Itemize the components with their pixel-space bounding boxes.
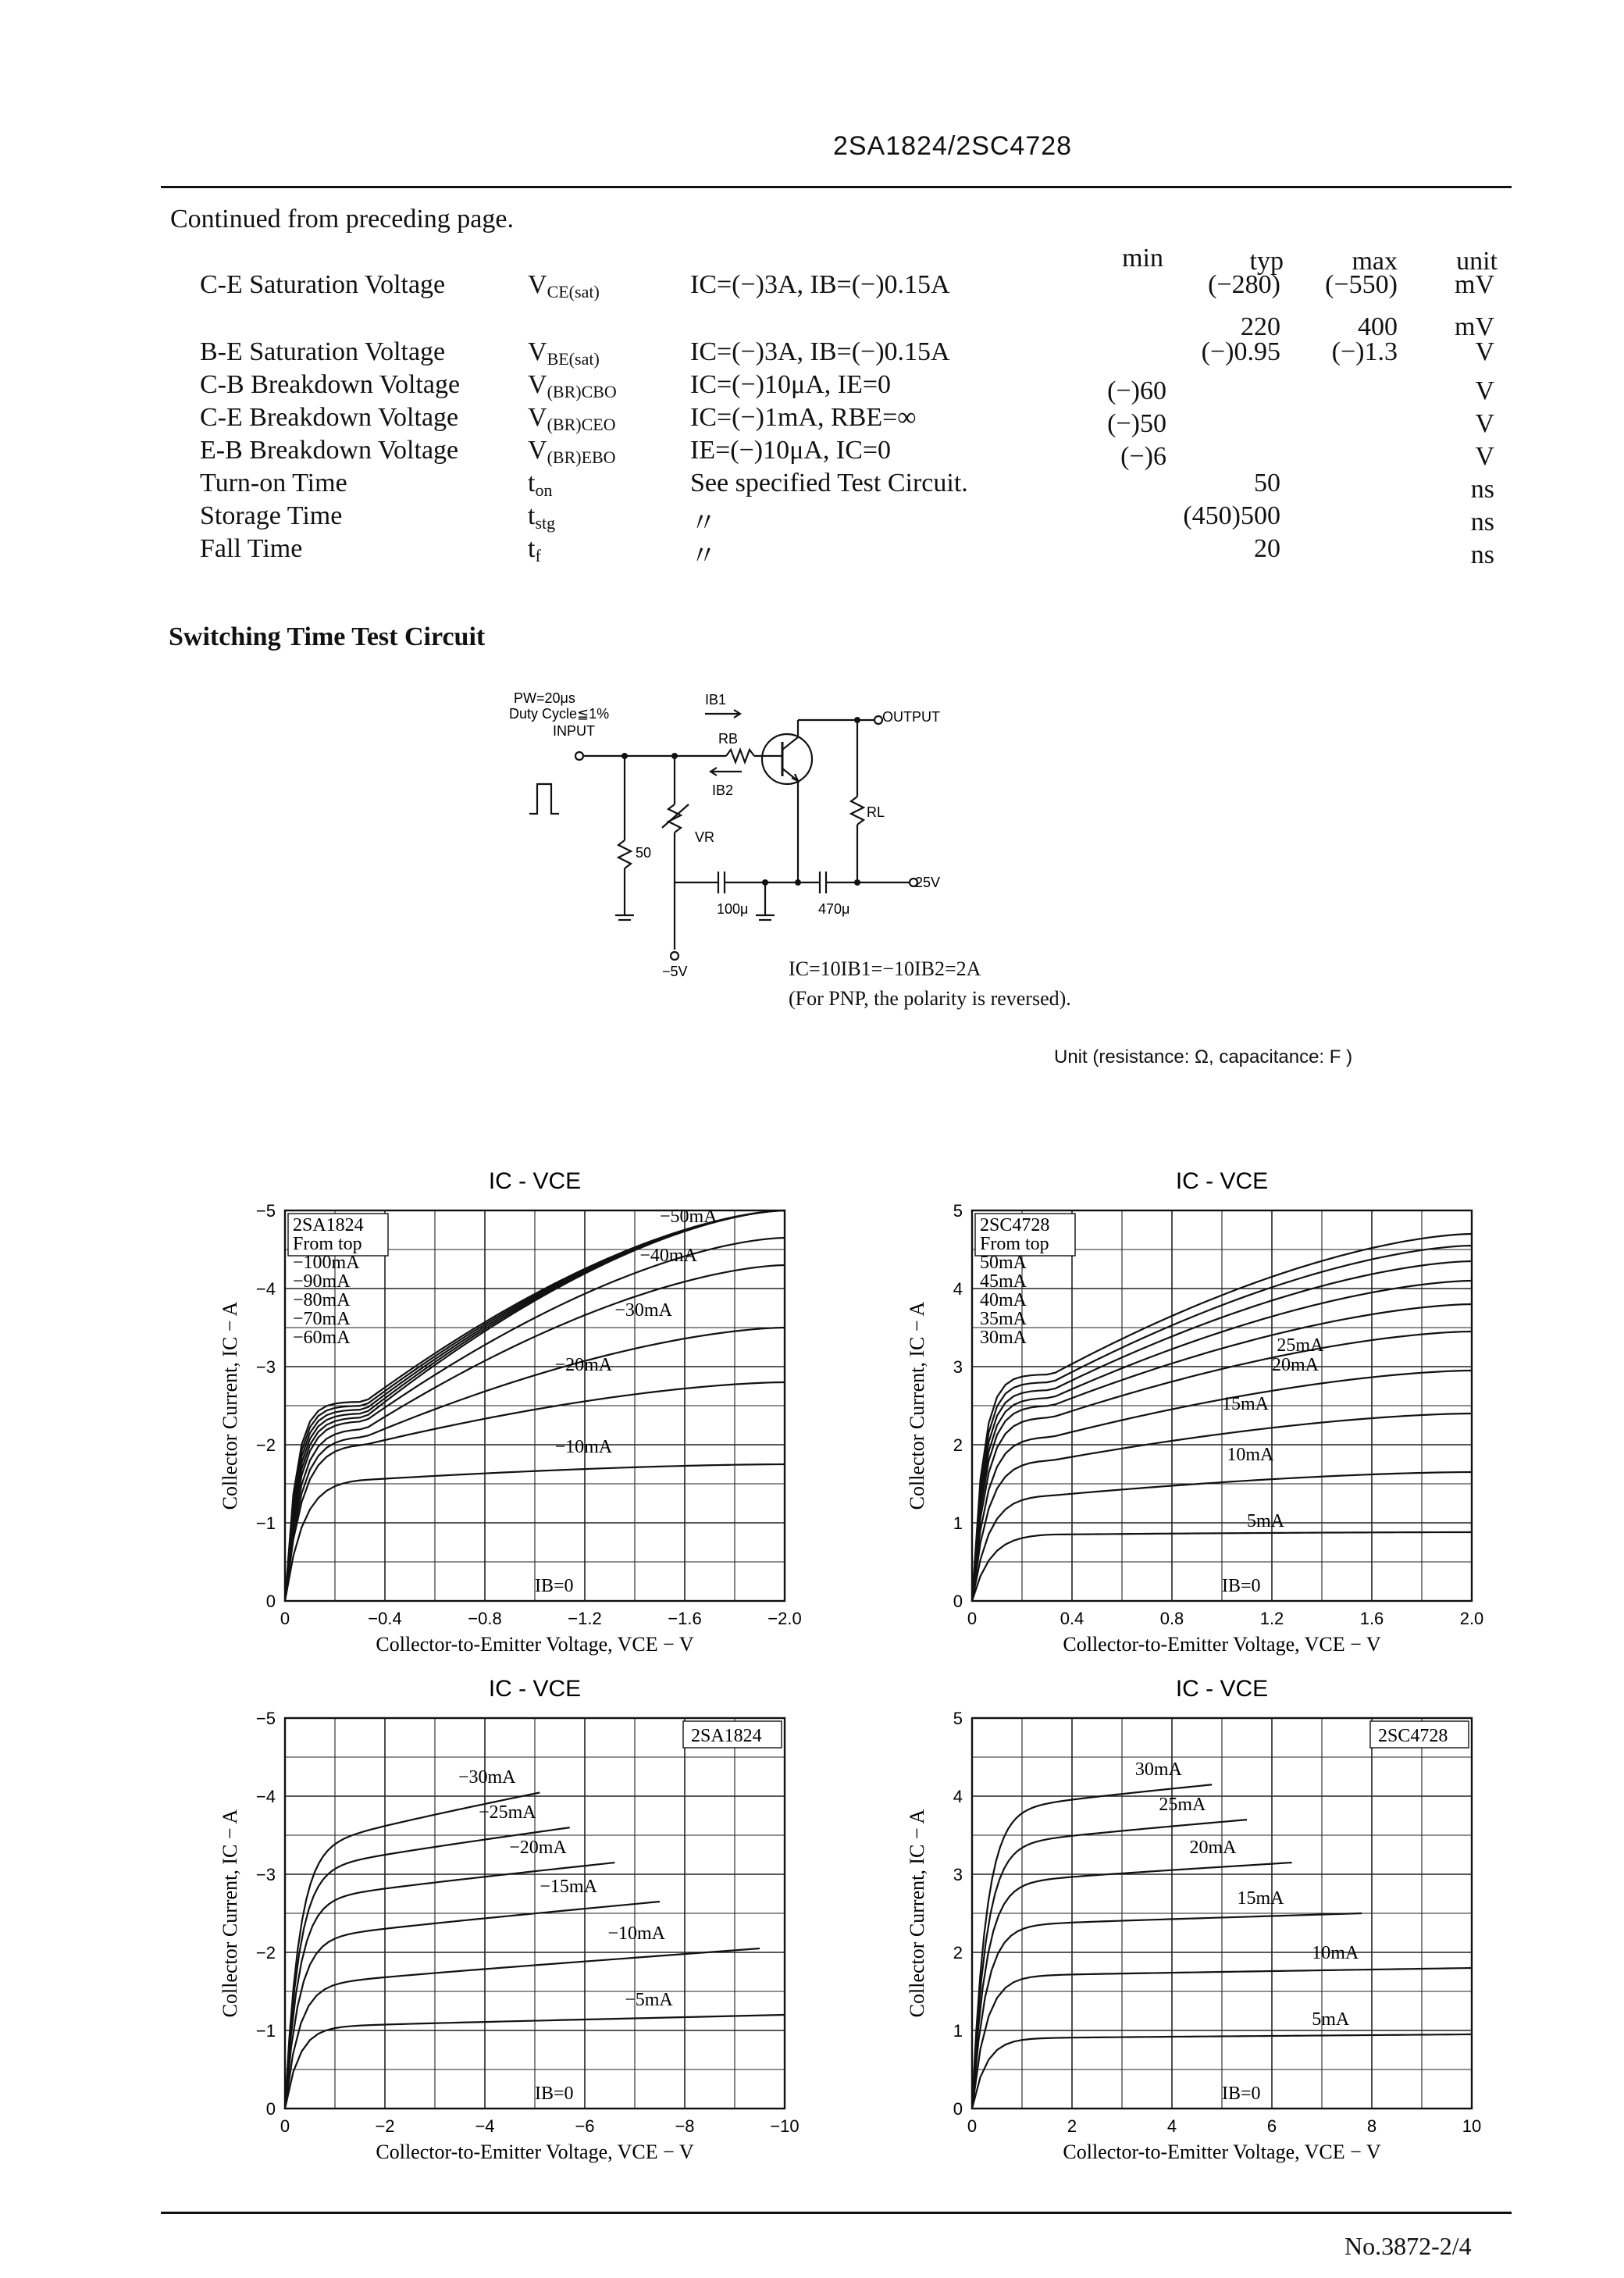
x-tick-label: −1.6	[668, 1609, 702, 1628]
spec-typ: (−)0.95	[1201, 337, 1280, 366]
c1-label: 100μ	[717, 901, 749, 917]
x-tick-label: 6	[1266, 2116, 1277, 2136]
x-tick-label: 0	[967, 1609, 978, 1628]
y-tick-label: 0	[953, 1592, 963, 1611]
spec-unit: V	[1475, 442, 1494, 471]
x-tick-label: 1.6	[1359, 1609, 1384, 1628]
curve-label: 15mA	[1222, 1394, 1269, 1414]
curve-label: 20mA	[1272, 1355, 1319, 1375]
col-typ: typ	[1249, 247, 1284, 276]
device-label: 2SA1824	[691, 1726, 762, 1746]
spec-symbol-sub: (BR)CBO	[547, 382, 617, 401]
curve-15mA	[972, 1913, 1362, 2109]
page-number: No.3872-2/4	[1344, 2232, 1472, 2260]
curve-25mA	[972, 1820, 1247, 2109]
spec-symbol: $V_{(BR)EBO}$	[528, 436, 616, 467]
spec-min: (−)60	[1107, 376, 1166, 405]
curve-label: 10mA	[1227, 1445, 1274, 1465]
curve-label: −25mA	[479, 1802, 536, 1823]
legend-line: 40mA	[980, 1290, 1027, 1310]
y-tick-label: 4	[953, 1279, 963, 1299]
spec-symbol: $V_{(BR)CEO}$	[528, 403, 616, 434]
legend-line: 2SA1824	[293, 1215, 364, 1235]
y-tick-label: 2	[953, 1435, 963, 1455]
y-tick-label: −4	[255, 1787, 276, 1806]
spec-symbol-sub: stg	[535, 513, 556, 533]
legend-line: −80mA	[293, 1290, 351, 1310]
y-tick-label: −4	[255, 1279, 276, 1299]
spec-max: (−)1.3	[1331, 337, 1398, 366]
spec-condition: See specified Test Circuit.	[690, 469, 968, 497]
spec-symbol-sub: f	[535, 546, 541, 565]
legend-line: −70mA	[293, 1309, 351, 1329]
y-tick-label: −2	[255, 1435, 276, 1455]
legend-line: 2SC4728	[980, 1215, 1050, 1235]
x-tick-label: 10	[1462, 2116, 1482, 2136]
spec-symbol-sub: on	[535, 480, 553, 500]
rl-label: RL	[867, 804, 885, 820]
spec-unit: ns	[1470, 475, 1494, 504]
legend-line: 30mA	[980, 1328, 1027, 1348]
x-axis-label: Collector-to-Emitter Voltage, VCE − V	[1063, 1633, 1381, 1656]
device-label: 2SC4728	[1378, 1726, 1448, 1746]
spec-name: Fall Time	[200, 534, 303, 563]
spec-typ: 220	[1241, 312, 1280, 341]
vr-label: VR	[695, 829, 715, 845]
y-tick-label: 1	[953, 2021, 963, 2041]
legend-line: −60mA	[293, 1328, 351, 1348]
spec-name: Turn-on Time	[200, 469, 347, 497]
col-min: min	[1122, 244, 1163, 273]
spec-name: Storage Time	[200, 501, 343, 530]
y-tick-label: 4	[953, 1787, 963, 1806]
spec-condition: 〃	[690, 542, 717, 571]
circuit-heading: Switching Time Test Circuit	[169, 622, 486, 651]
x-tick-label: 1.2	[1259, 1609, 1284, 1628]
curve-label: 5mA	[1247, 1511, 1284, 1531]
curve-label: 10mA	[1312, 1943, 1359, 1963]
spec-symbol: $t_{on}$	[528, 469, 553, 500]
curve-label: 5mA	[1312, 2009, 1350, 2030]
curve-label: 25mA	[1277, 1335, 1324, 1356]
x-tick-label: −10	[770, 2116, 800, 2136]
y-tick-label: 2	[953, 1943, 963, 1963]
spec-typ: (−280)	[1208, 270, 1280, 299]
curve-label: −30mA	[614, 1300, 672, 1321]
y-axis-label: Collector Current, IC − A	[219, 1301, 241, 1510]
unit-note: Unit (resistance: Ω, capacitance: F )	[1054, 1046, 1353, 1068]
spec-symbol: $t_f$	[528, 534, 541, 565]
spec-condition: IE=(−)10μA, IC=0	[690, 436, 892, 465]
ib2-label: IB2	[712, 783, 734, 798]
ib1-label: IB1	[705, 692, 727, 708]
spec-typ: (450)500	[1183, 501, 1280, 530]
x-tick-label: 0	[280, 2116, 290, 2136]
x-tick-label: −2	[375, 2116, 395, 2136]
chart-2sa1824-low	[180, 1156, 835, 1671]
y-axis-label: Collector Current, IC − A	[219, 1809, 241, 2018]
spec-symbol: $V_{CE(sat)}$	[528, 270, 600, 301]
ib-zero-label: IB=0	[535, 1576, 574, 1596]
chart-title: IC - VCE	[488, 1168, 582, 1194]
curve-label: −50mA	[660, 1207, 718, 1227]
x-axis-label: Collector-to-Emitter Voltage, VCE − V	[376, 1633, 694, 1656]
spec-unit: V	[1475, 409, 1494, 438]
rb-label: RB	[718, 731, 739, 747]
x-tick-label: 0.8	[1159, 1609, 1184, 1628]
spec-name: E-B Breakdown Voltage	[200, 436, 459, 465]
legend-line: 35mA	[980, 1309, 1027, 1329]
vee-label: −5V	[662, 964, 688, 979]
x-tick-label: −0.8	[468, 1609, 502, 1628]
spec-condition: IC=(−)3A, IB=(−)0.15A	[690, 337, 950, 366]
curve-−10mA	[285, 1948, 760, 2109]
curve-label: 30mA	[1134, 1759, 1182, 1780]
c2-label: 470μ	[818, 901, 850, 917]
spec-name: C-E Breakdown Voltage	[200, 403, 459, 432]
footer-rule	[161, 2212, 1512, 2214]
y-tick-label: 5	[953, 1709, 963, 1728]
col-unit: unit	[1456, 247, 1498, 276]
spec-symbol: $V_{BE(sat)}$	[528, 337, 600, 369]
y-tick-label: 3	[953, 1865, 963, 1884]
circuit-note-pnp: (For PNP, the polarity is reversed).	[789, 987, 1071, 1010]
x-tick-label: 0	[280, 1609, 290, 1628]
curve-label: −15mA	[540, 1877, 597, 1897]
x-tick-label: −6	[575, 2116, 595, 2136]
x-tick-label: 4	[1166, 2116, 1177, 2136]
spec-name: C-E Saturation Voltage	[200, 270, 446, 299]
ib-zero-label: IB=0	[1222, 2084, 1261, 2104]
legend-line: From top	[980, 1234, 1049, 1254]
y-tick-label: 5	[953, 1201, 963, 1221]
curve-label: −5mA	[625, 1990, 673, 2010]
spec-max: 400	[1358, 312, 1398, 341]
x-tick-label: 2	[1067, 2116, 1077, 2136]
curve-label: −40mA	[639, 1246, 697, 1266]
curve-−30mA	[285, 1792, 540, 2109]
x-tick-label: −0.4	[368, 1609, 402, 1628]
circuit-note-ic: IC=10IB1=−10IB2=2A	[789, 957, 981, 980]
spec-symbol: $V_{(BR)CBO}$	[528, 370, 617, 401]
duty-label: Duty Cycle≦1%	[509, 706, 610, 722]
spec-condition: 〃	[690, 509, 717, 538]
chart-2sc4728-low	[867, 1156, 1522, 1671]
input-label: INPUT	[553, 723, 595, 739]
chart-title: IC - VCE	[1175, 1676, 1269, 1702]
curve-label: −10mA	[607, 1923, 665, 1944]
chart-title: IC - VCE	[488, 1676, 582, 1702]
y-tick-label: 1	[953, 1513, 963, 1533]
curve-label: −20mA	[554, 1355, 613, 1375]
y-tick-label: 0	[953, 2099, 963, 2119]
pw-label: PW=20μs	[514, 690, 575, 706]
curve-label: 20mA	[1189, 1838, 1237, 1858]
y-axis-label: Collector Current, IC − A	[906, 1301, 928, 1510]
spec-unit: mV	[1455, 312, 1494, 341]
legend-line: −90mA	[293, 1271, 351, 1292]
curve-−25mA	[285, 1827, 570, 2109]
r50-label: 50	[636, 845, 652, 861]
spec-condition: IC=(−)1mA, RBE=∞	[690, 403, 917, 432]
output-label: OUTPUT	[882, 709, 940, 725]
spec-symbol-sub: BE(sat)	[547, 349, 600, 369]
chart-2sc4728-high	[867, 1663, 1522, 2179]
spec-symbol-sub: CE(sat)	[547, 282, 600, 301]
ib-zero-label: IB=0	[535, 2084, 574, 2104]
y-tick-label: −3	[255, 1865, 276, 1884]
vcc-label: 25V	[915, 875, 941, 890]
y-tick-label: 3	[953, 1357, 963, 1377]
curve-−15mA	[285, 1902, 660, 2109]
x-tick-label: −1.2	[568, 1609, 602, 1628]
continued-note: Continued from preceding page.	[170, 205, 514, 234]
chart-title: IC - VCE	[1175, 1168, 1269, 1194]
y-tick-label: −5	[255, 1201, 276, 1221]
y-tick-label: −2	[255, 1943, 276, 1963]
legend-line: 45mA	[980, 1271, 1027, 1292]
spec-condition: IC=(−)3A, IB=(−)0.15A	[690, 270, 950, 299]
y-tick-label: −3	[255, 1357, 276, 1377]
spec-typ: 50	[1254, 469, 1280, 497]
x-tick-label: 0	[967, 2116, 978, 2136]
curve-label: −10mA	[554, 1437, 613, 1457]
curve-label: −30mA	[458, 1767, 516, 1788]
curve-label: 15mA	[1237, 1888, 1284, 1909]
spec-unit: ns	[1470, 540, 1494, 569]
y-tick-label: 0	[265, 2099, 276, 2119]
curve-label: 25mA	[1159, 1795, 1206, 1815]
legend-line: −100mA	[293, 1253, 360, 1273]
y-tick-label: 0	[265, 1592, 276, 1611]
legend-line: From top	[293, 1234, 362, 1254]
spec-condition: IC=(−)10μA, IE=0	[690, 370, 892, 399]
x-tick-label: 0.4	[1060, 1609, 1084, 1628]
x-tick-label: −8	[675, 2116, 695, 2136]
x-tick-label: −2.0	[767, 1609, 802, 1628]
spec-unit: ns	[1470, 508, 1494, 537]
legend-line: 50mA	[980, 1253, 1027, 1273]
spec-unit: V	[1475, 337, 1494, 366]
y-tick-label: −1	[255, 2021, 276, 2041]
curve-label: −20mA	[509, 1838, 567, 1858]
y-axis-label: Collector Current, IC − A	[906, 1809, 928, 2018]
document-header: 2SA1824/2SC4728	[832, 131, 1073, 161]
x-tick-label: 2.0	[1459, 1609, 1484, 1628]
col-max: max	[1352, 247, 1398, 276]
header-rule	[161, 186, 1512, 188]
ib-zero-label: IB=0	[1222, 1576, 1261, 1596]
spec-typ: 20	[1254, 534, 1280, 563]
spec-max: (−550)	[1325, 270, 1398, 299]
spec-symbol-sub: (BR)CEO	[547, 415, 616, 434]
spec-name: B-E Saturation Voltage	[200, 337, 446, 366]
spec-name: C-B Breakdown Voltage	[200, 370, 461, 399]
x-axis-label: Collector-to-Emitter Voltage, VCE − V	[1063, 2141, 1381, 2163]
spec-unit: V	[1475, 376, 1494, 405]
spec-symbol-sub: (BR)EBO	[547, 447, 616, 467]
x-tick-label: 8	[1366, 2116, 1377, 2136]
spec-min: (−)6	[1120, 442, 1166, 471]
x-axis-label: Collector-to-Emitter Voltage, VCE − V	[376, 2141, 694, 2163]
chart-2sa1824-high	[180, 1663, 835, 2179]
x-tick-label: −4	[475, 2116, 495, 2136]
spec-unit: mV	[1455, 270, 1494, 299]
spec-min: (−)50	[1107, 409, 1166, 438]
spec-symbol: $t_{stg}$	[528, 501, 556, 533]
y-tick-label: −1	[255, 1513, 276, 1533]
y-tick-label: −5	[255, 1709, 276, 1728]
